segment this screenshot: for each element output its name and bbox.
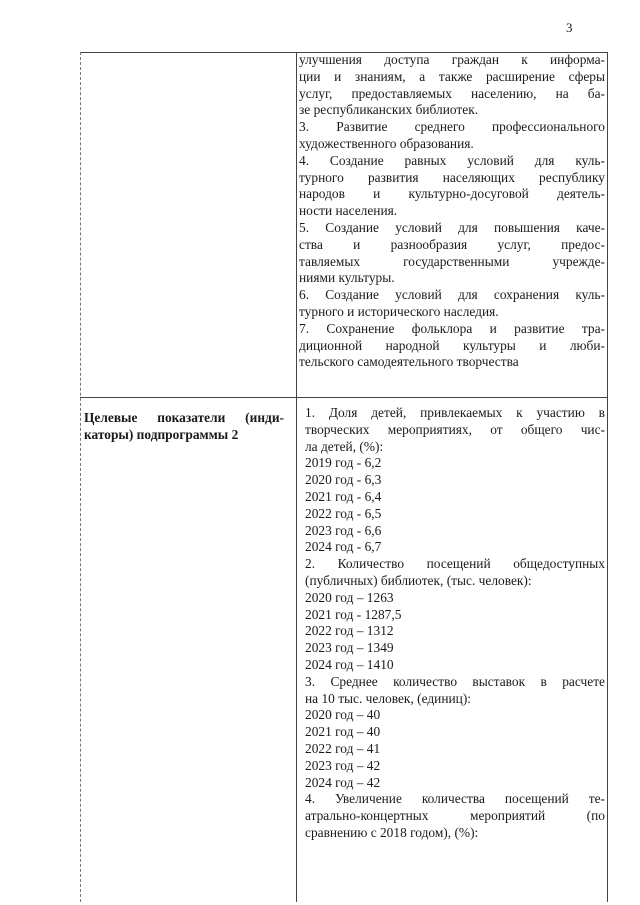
text-line: 2022 год – 41 (305, 740, 381, 756)
text-line: 5. Создание условий для повышения каче- (299, 219, 605, 235)
page-number: 3 (566, 20, 573, 35)
text-line: зе республиканских библиотек. (299, 102, 479, 118)
column-divider (296, 52, 297, 902)
text-line: на 10 тыс. человек, (единиц): (305, 690, 472, 706)
text-line: 1. Доля детей, привлекаемых к участию в (305, 405, 605, 420)
text-line: ниями культуры. (299, 270, 395, 286)
text-line: 3. Развитие среднего профессионального (299, 119, 605, 135)
text-line: 2020 год – 40 (305, 707, 381, 723)
row-divider (80, 397, 608, 398)
text-line: ства и разнообразия услуг, предос- (299, 236, 605, 252)
text-line: турного развития населяющих республику (299, 169, 605, 185)
text-line: 2023 год – 1349 (305, 640, 394, 656)
text-line: тавляемых государственными учрежде- (299, 253, 605, 269)
text-line: 6. Создание условий для сохранения куль- (299, 287, 605, 303)
text-line: 2022 год – 1312 (305, 623, 394, 639)
text-line: ции и знаниям, а также расширение сферы (299, 68, 605, 84)
text-line: 2021 год - 6,4 (305, 488, 382, 504)
table-right-border (607, 52, 608, 902)
text-line: улучшения доступа граждан к информа- (299, 52, 605, 67)
text-line: услуг, предоставляемых населению, на ба- (299, 85, 605, 101)
text-line: 2019 год - 6,2 (305, 455, 382, 471)
text-line: творческих мероприятиях, от общего чис- (305, 421, 605, 437)
text-line: 2024 год – 42 (305, 774, 381, 790)
text-line: 2022 год - 6,5 (305, 505, 382, 521)
text-line: ла детей, (%): (305, 438, 384, 454)
row2-label-line2: каторы) подпрограммы 2 (84, 427, 239, 442)
row2-label (84, 409, 284, 443)
row1-right-cell (299, 52, 605, 371)
text-line: 2024 год – 1410 (305, 656, 394, 672)
text-line: 2024 год - 6,7 (305, 539, 382, 555)
text-line: тельского самодеятельного творчества (299, 354, 519, 370)
text-line: 4. Увеличение количества посещений те- (305, 791, 605, 807)
text-line: 2023 год - 6,6 (305, 522, 382, 538)
text-line: диционной народной культуры и люби- (299, 337, 605, 353)
text-line: 2021 год - 1287,5 (305, 606, 402, 622)
text-line: 2. Количество посещений общедоступных (305, 556, 605, 572)
text-line: (публичных) библиотек, (тыс. человек): (305, 572, 532, 588)
text-line: сравнению с 2018 годом), (%): (305, 824, 479, 840)
text-line: атрально-концертных мероприятий (по (305, 808, 605, 824)
text-line: народов и культурно-досуговой деятель- (299, 186, 605, 202)
text-line: 2021 год – 40 (305, 724, 381, 740)
table-left-border (80, 52, 81, 902)
row2-label-line1: Целевые показатели (инди- (84, 410, 284, 425)
text-line: 2020 год – 1263 (305, 589, 394, 605)
text-line: 7. Сохранение фольклора и развитие тра- (299, 320, 605, 336)
row2-right-cell (305, 405, 605, 842)
text-line: 2020 год - 6,3 (305, 472, 382, 488)
text-line: ности населения. (299, 203, 398, 219)
text-line: художественного образования. (299, 135, 474, 151)
text-line: 4. Создание равных условий для куль- (299, 152, 605, 168)
text-line: турного и исторического наследия. (299, 303, 499, 319)
text-line: 2023 год – 42 (305, 757, 381, 773)
text-line: 3. Среднее количество выставок в расчете (305, 673, 605, 689)
